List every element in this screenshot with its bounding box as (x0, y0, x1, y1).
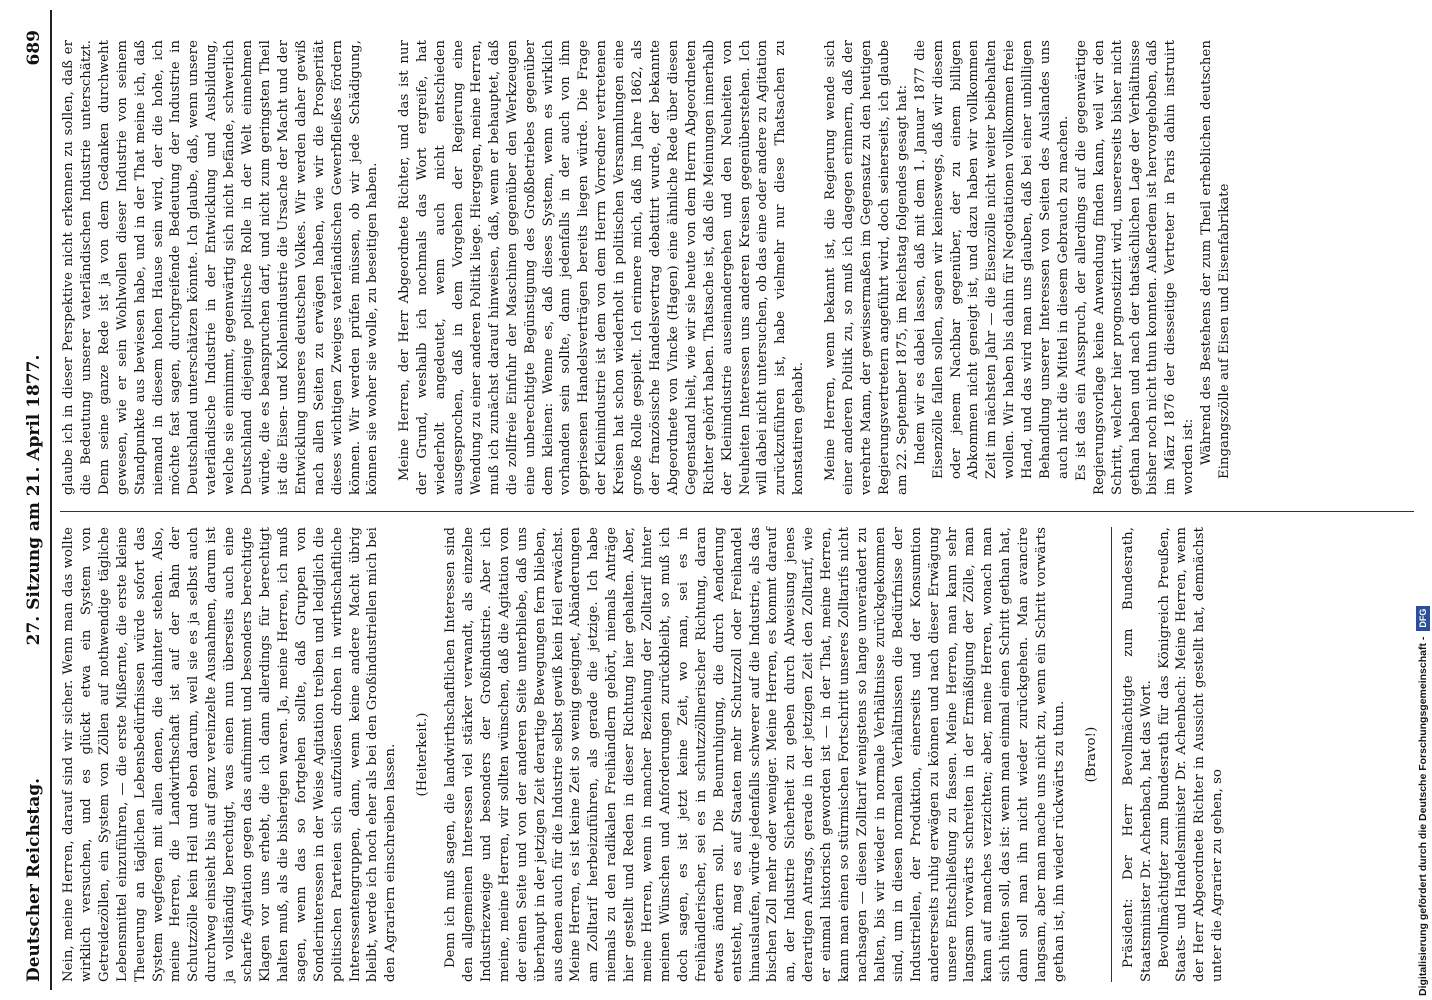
paragraph: Denn ich muß sagen, die landwirthschaftlichen Interessen sind den allgemeinen Interessen viel stärker verwandt, als einzelne Industriezweige und besonders der Großindustrie. Aber ich meine, meine Herren, wir sollten wünschen, daß die Agitation von der einen Seite und von der anderen Seite unterbliebe, daß uns überhaupt in der jetzigen Zeit derartige Bewegungen fern blieben, aus denen auch für die Industrie selbst gewiß kein Heil erwächst. Meine Herren, es ist keine Zeit so wenig geeignet, Abänderungen am Zolltarif herbeizuführen, als gerade die jetzige. Ich habe niemals zu den radikalen Freihändlern gehört, niemals Anträge hier gestellt und Reden in dieser Richtung hier gehalten. Aber, meine Herren, wenn in mancher Beziehung der Zolltarif hinter meinen Wünschen und Anforderungen zurückbleibt, so muß ich doch sagen, es ist jetzt keine Zeit, wo man, sei es in freihändlerischer, sei es in schutzzöllnerischer Richtung, daran etwas ändern soll. Die Beunruhigung, die durch Aenderung entsteht, mag es auf Staaten mehr Schutzzoll oder Freihandel hinauslaufen, würde jedenfalls schwerer auf die Industrie, als das bischen Zoll mehr oder weniger. Meine Herren, es kommt darauf an, der Industrie Sicherheit zu geben durch Abweisung jenes derartigen Antrags, gerade in der jetzigen Zeit den Zolltarif, wie er einmal historisch geworden ist — in der That, meine Herren, kann man einen so stürmischen Fortschritt unseres Zolltarifs nicht nachsagen — diesen Zolltarif wenigstens so lange unverändert zu halten, bis wir wieder in normale Verhältnisse zurückgekommen sind, um in diesen normalen Verhältnissen die Bedürfnisse der Industriellen, der Produktion, einerseits und der Konsumtion andererseits ruhig erwägen zu können und nach dieser Erwägung unsere Entschließung zu fassen. Meine Herren, man kann sehr langsam vorwärts schreiten in der Ermäßigung der Zölle, man kann auf manches verzichten; aber, meine Herren, wonach man sich hüten soll, das ist: wenn man einmal einen Schritt gethan hat, dann soll man ihn nicht wieder zurückgehen. Man avancire langsam, aber man mache uns nicht zu, wenn ein Schritt vorwärts gethan ist, ihn wieder rückwärts zu thun. (443, 527, 1067, 982)
right-column (60, 40, 1234, 495)
publication-title: Deutscher Reichstag. (24, 777, 44, 982)
speaker-paragraph: Präsident: Der Herr Bevollmächtigte zum Bundesrath, Staatsminister Dr. Achenbach, hat das Wort. (1120, 527, 1154, 982)
header-rule (50, 10, 52, 990)
paragraph: glaube ich in dieser Perspektive nicht erkennen zu sollen, daß er die Bedeutung unserer vaterländischen Industrie unterschätzt. Denn seine ganze Rede ist ja von dem Gedanken durchweht gewesen, wie er sein Wohlwollen dieser Industrie von seinem Standpunkte aus bewiesen habe, und in der That meine ich, daß niemand in diesem hohen Hause sein wird, der die hohe, ich möchte fast sagen, durchgreifende Bedeutung der Industrie in Deutschland unterschätzen könnte. Ich glaube, daß, wenn unsere vaterländische Industrie in der Entwicklung und Ausbildung, welche sie einnimmt, gegenwärtig sich nicht befände, schwerlich Deutschland diejenige politische Rolle in der Welt einnehmen würde, die es beanspruchen darf, und nicht zum geringsten Theil ist die Eisen- und Kohlenindustrie die Ursache der Macht und der Entwicklung unseres deutschen Volkes. Wir werden daher gewiß nach allen Seiten zu erwägen haben, wie wir die Prosperität dieses wichtigen Zweiges vaterländischen Gewerbfleißes fördern können. Wir werden prüfen müssen, ob wir jede Schädigung, können sie woher sie wolle, zu beseitigen haben. (61, 40, 381, 495)
interjection-note: (Bravo!) (1083, 726, 1099, 783)
page-number: 689 (24, 30, 44, 66)
page-header (20, 18, 50, 982)
quotation: Während des Bestehens der zum Theil erheblichen deutschen Eingangszölle auf Eisen und Eisenfabrikate (1199, 40, 1233, 479)
dfg-logo-icon: DFG (1416, 606, 1430, 631)
section-separator (1111, 527, 1112, 982)
column-divider (60, 511, 1414, 512)
paragraph: Nein, meine Herren, darauf sind wir sicher. Wenn man das wollte wirklich versuchen, und es glückt etwa ein System von Getreidezöllen, ein System von Zöllen auf nothwendige tägliche Lebensmittel einzuführen, — die erste Mißernte, die erste kleine Theuerung an täglichen Lebensbedürfnissen würde sofort das System wegfegen mit allen denen, die dahinter stehen. Also, meine Herren, die Landwirthschaft ist auf der Bahn der Schutzzölle kein Heil und eben darum, weil sie es ja selbst auch durchweg einsieht bis auf ganz vereinzelte Ausnahmen, darum ist ja vollständig berechtigt, was einen nun überseits auch eine scharfe Agitation gegen das aufnimmt und besonders berechtigte Klagen vor uns erhebt, die ich dann allerdings für berechtigt halten muß, als die bisherigen waren. Ja, meine Herren, ich muß sagen, wenn das so fortgehen sollte, daß Gruppen von Sonderinteressen in der Weise Agitation treiben und lediglich die politischen Parteien sich aufzulösen drohen in wirthschaftliche Interessentengruppen, dann, wenn keine andere Macht übrig bleibt, werde ich noch eher als bei den Großindustriellen mich bei den Agrariern einschreiben lassen. (61, 527, 399, 982)
left-column (60, 527, 1227, 982)
paragraph: Meine Herren, wenn bekannt ist, die Regierung wende sich einer anderen Politik zu, so muß ich dagegen erinnern, daß der verehrte Mann, der gewissermaßen im Gegensatz zu den heutigen Regierungsvertretern angeführt wird, doch seinerseits, ich glaube am 22. September 1875, im Reichstag folgendes gesagt hat: (823, 40, 910, 495)
interjection-note: (Heiterkeit.) (415, 712, 431, 797)
digitization-credit (1413, 6, 1432, 996)
credit-text: Digitalisierung gefördert durch die Deutsche Forschungsgemeinschaft - (1417, 636, 1429, 996)
paragraph: Meine Herren, der Herr Abgeordnete Richter, und das ist nur der Grund, weshalb ich nochmals das Wort ergreife, hat wiederholt angedeutet, wenn auch nicht entschieden ausgesprochen, daß in dem Vorgehen der Regierung eine Wendung zu einer anderen Politik liege. Hiergegen, meine Herren, muß ich zunächst darauf hinweisen, daß, wenn er behauptet, daß die zollfreie Einfuhr der Maschinen gegenüber den Werkzeugen eine unberechtigte Begünstigung des Großbetriebes gegenüber dem kleinen: Wenne es, daß dieses System, wenn es wirklich vorhanden sein sollte, dann jedenfalls in der auch von ihm gepriesenen Handelsverträgen bereits liegen würde. Die Frage der Kleinindustrie ist dem von dem Herrn Vorredner vertretenen Kreisen hat schon wiederholt in politischen Versammlungen eine große Rolle gespielt. Ich erinnere mich, daß im Jahre 1862, als der französische Handelsvertrag debattirt wurde, der bekannte Abgeordnete von Vincke (Hagen) eine ähnliche Rede über diesen Gegenstand hielt, wie wir sie heute von dem Herrn Abgeordneten Richter gehört haben. Thatsache ist, daß die Meinungen innerhalb der Kleinindustrie auseinandergehen und den Neuheiten von Neuheiten Interessen uns anderen Kreisen gegenüberstehen. Ich will dabei nicht untersuchen, ob das eine oder andere zu Agitation zurückzuführen ist, habe vielmehr nur diese Thatsachen zu konstatiren gehabt. (397, 40, 807, 495)
paragraph: Es ist das ein Ausspruch, der allerdings auf die gegenwärtige Regierungsvorlage keine Anwendung finden kann, weil wir den Schritt, welcher hier prognostizirt wird, unsererseits bisher nicht gethan haben und nach der thatsächlichen Lage der Verhältnisse bisher noch nicht thun konnten. Außerdem ist hervorgehoben, daß im März 1876 der diesseitige Vertreter in Paris dahin instruirt worden ist: (1073, 40, 1197, 495)
quotation: Indem wir es dabei lassen, daß mit dem 1. Januar 1877 die Eisenzölle fallen sollen, sagen wir keineswegs, daß wir diesem oder jenem Nachbar gegenüber, der zu einem billigen Abkommen nicht geneigt ist, und dazu haben wir vollkommen Zeit im nächsten Jahr — die Eisenzölle nicht weiter beibehalten wollen. Wir haben bis dahin für Negotiationen vollkommen freie Hand, und das wird man uns glauben, daß bei einer unbilligen Behandlung unserer Interessen von Seiten des Auslandes uns auch nicht die Mittel in diesem Gebrauch zu machen. (912, 40, 1071, 479)
session-date: 27. Sitzung am 21. April 1877. (24, 354, 44, 646)
speaker-paragraph: Bevollmächtigter zum Bundesrath für das Königreich Preußen, Staats- und Handelsminister Dr. Achenbach: Meine Herren, wenn der Herr Abgeordnete Richter in Aussicht gestellt hat, demnächst unter die Agrarier zu gehen, so (1156, 527, 1226, 982)
